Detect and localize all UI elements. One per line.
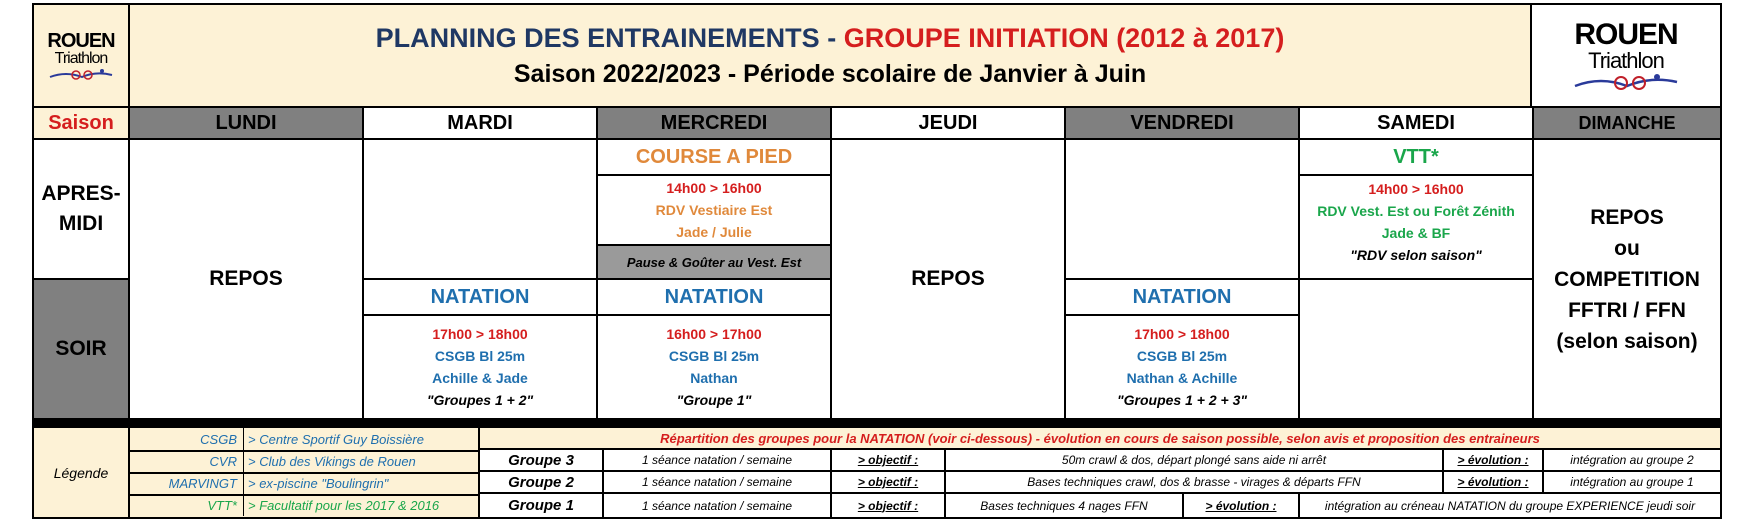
legend-abbr: VTT* [207, 497, 237, 513]
day-header-mercredi: MERCREDI [598, 108, 832, 140]
mercredi-course-info [598, 176, 832, 246]
group-objectif: Bases techniques crawl, dos & brasse - virages & départs FFN [946, 472, 1444, 492]
samedi-note: "RDV selon saison" [1350, 247, 1482, 263]
group-name: Groupe 1 [480, 494, 604, 517]
section-divider [34, 418, 1720, 428]
group-row [480, 494, 1720, 517]
vendredi-coaches: Nathan & Achille [1126, 370, 1238, 386]
samedi-soir [1300, 280, 1534, 418]
group-objectif: 50m crawl & dos, départ plongé sans aide ni arrêt [946, 450, 1444, 470]
group-evolution: intégration au créneau NATATION du groupe EXPERIENCE jeudi soir [1324, 498, 1696, 513]
legend-abbr: CVR [209, 453, 237, 469]
mercredi-activity: COURSE A PIED [598, 140, 832, 176]
cyclist-icon [1571, 72, 1681, 92]
mercredi-natation-info [598, 316, 832, 418]
mardi-place: CSGB Bl 25m [434, 348, 526, 364]
dimanche-cell [1534, 140, 1720, 418]
header-title-block [130, 5, 1530, 108]
mercredi-coaches: Jade / Julie [676, 224, 752, 240]
dimanche-line5: (selon saison) [1556, 329, 1698, 353]
mardi-groups: "Groupes 1 + 2" [426, 392, 534, 408]
page-subtitle: Saison 2022/2023 - Période scolaire de Janvier à Juin [513, 59, 1147, 88]
logo-right-triathlon: Triathlon [1588, 47, 1664, 73]
legend-desc: > ex-piscine "Boulingrin" [243, 472, 388, 494]
legend-label: Légende [34, 428, 130, 517]
logo-right-rouen: ROUEN [1574, 17, 1678, 51]
group-obj-label: > objectif : [832, 472, 946, 492]
group-evo-label: > évolution : [1444, 450, 1544, 470]
samedi-place: RDV Vest. Est ou Forêt Zénith [1317, 203, 1515, 219]
mercredi-time: 14h00 > 16h00 [666, 180, 762, 196]
group-objectif: Bases techniques 4 nages FFN [946, 494, 1184, 517]
saison-header: Saison [34, 108, 130, 140]
samedi-activity: VTT* [1300, 140, 1534, 176]
mercredi-natation-title: NATATION [598, 280, 832, 316]
group-row [480, 450, 1720, 472]
legend-desc: > Centre Sportif Guy Boissière [243, 428, 424, 450]
group-seance: 1 séance natation / semaine [604, 494, 832, 517]
vendredi-groups: "Groupes 1 + 2 + 3" [1117, 392, 1247, 408]
group-evolution: intégration au groupe 1 [1570, 475, 1694, 489]
day-header-mardi: MARDI [364, 108, 598, 140]
samedi-time: 14h00 > 16h00 [1368, 181, 1464, 197]
period-apres-midi-line2: MIDI [58, 212, 104, 235]
legend-item [130, 472, 478, 496]
group-obj-label: > objectif : [832, 450, 946, 470]
period-soir: SOIR [34, 280, 130, 418]
period-apres-midi-line1: APRES- [41, 182, 121, 205]
repartition-note: Répartition des groupes pour la NATATION (voir ci-dessous) - évolution en cours de saison possible, selon avis et proposition des entraineurs [480, 428, 1720, 450]
groups-table [480, 450, 1720, 517]
day-header-lundi: LUNDI [130, 108, 364, 140]
legend-abbr: CSGB [200, 431, 237, 447]
samedi-coaches: Jade & BF [1381, 225, 1451, 241]
dimanche-line2: ou [1614, 236, 1640, 260]
mardi-apres-midi [364, 140, 598, 280]
legend-item [130, 450, 478, 474]
legend-abbr: MARVINGT [168, 475, 237, 491]
group-seance: 1 séance natation / semaine [604, 472, 832, 492]
period-apres-midi [34, 140, 130, 280]
mardi-time: 17h00 > 18h00 [432, 326, 528, 342]
lundi-repos: REPOS [130, 140, 364, 418]
vendredi-natation-title: NATATION [1066, 280, 1300, 316]
legend-item [130, 428, 478, 452]
group-row [480, 472, 1720, 494]
mercredi-nat-group: "Groupe 1" [676, 392, 752, 408]
title-sep: - [819, 22, 844, 53]
logo-left [34, 5, 130, 108]
mardi-natation-info [364, 316, 598, 418]
group-obj-label: > objectif : [832, 494, 946, 517]
logo-left-rouen: ROUEN [47, 29, 115, 52]
vendredi-natation-info [1066, 316, 1300, 418]
legend-item [130, 494, 478, 516]
mercredi-nat-time: 16h00 > 17h00 [666, 326, 762, 342]
group-name: Groupe 3 [480, 450, 604, 470]
samedi-vtt-info [1300, 176, 1534, 280]
cyclist-icon [46, 67, 116, 81]
group-evo-label: > évolution : [1184, 494, 1300, 517]
day-header-samedi: SAMEDI [1300, 108, 1534, 140]
vendredi-place: CSGB Bl 25m [1136, 348, 1228, 364]
day-header-jeudi: JEUDI [832, 108, 1066, 140]
day-header-dimanche: DIMANCHE [1534, 108, 1720, 140]
title-part1: PLANNING DES ENTRAINEMENTS [375, 22, 820, 53]
legend-desc: > Facultatif pour les 2017 & 2016 [243, 494, 439, 516]
mercredi-place: RDV Vestiaire Est [655, 202, 773, 218]
mercredi-nat-place: CSGB Bl 25m [668, 348, 760, 364]
mercredi-pause: Pause & Goûter au Vest. Est [598, 246, 832, 280]
page-title [376, 20, 1285, 56]
dimanche-line4: FFTRI / FFN [1568, 298, 1686, 322]
logo-left-triathlon: Triathlon [54, 49, 108, 67]
logo-right [1530, 5, 1720, 108]
jeudi-repos: REPOS [832, 140, 1066, 418]
title-part2: GROUPE INITIATION (2012 à 2017) [843, 22, 1285, 53]
legend-abbreviations [130, 428, 480, 517]
group-name: Groupe 2 [480, 472, 604, 492]
group-evo-label: > évolution : [1444, 472, 1544, 492]
mardi-coaches: Achille & Jade [432, 370, 528, 386]
day-header-vendredi: VENDREDI [1066, 108, 1300, 140]
dimanche-line1: REPOS [1590, 205, 1664, 229]
dimanche-line3: COMPETITION [1554, 267, 1700, 291]
vendredi-apres-midi [1066, 140, 1300, 280]
group-evolution: intégration au groupe 2 [1570, 453, 1694, 467]
mardi-natation-title: NATATION [364, 280, 598, 316]
mercredi-nat-coach: Nathan [690, 370, 738, 386]
legend-desc: > Club des Vikings de Rouen [243, 450, 416, 472]
group-seance: 1 séance natation / semaine [604, 450, 832, 470]
vendredi-time: 17h00 > 18h00 [1134, 326, 1230, 342]
